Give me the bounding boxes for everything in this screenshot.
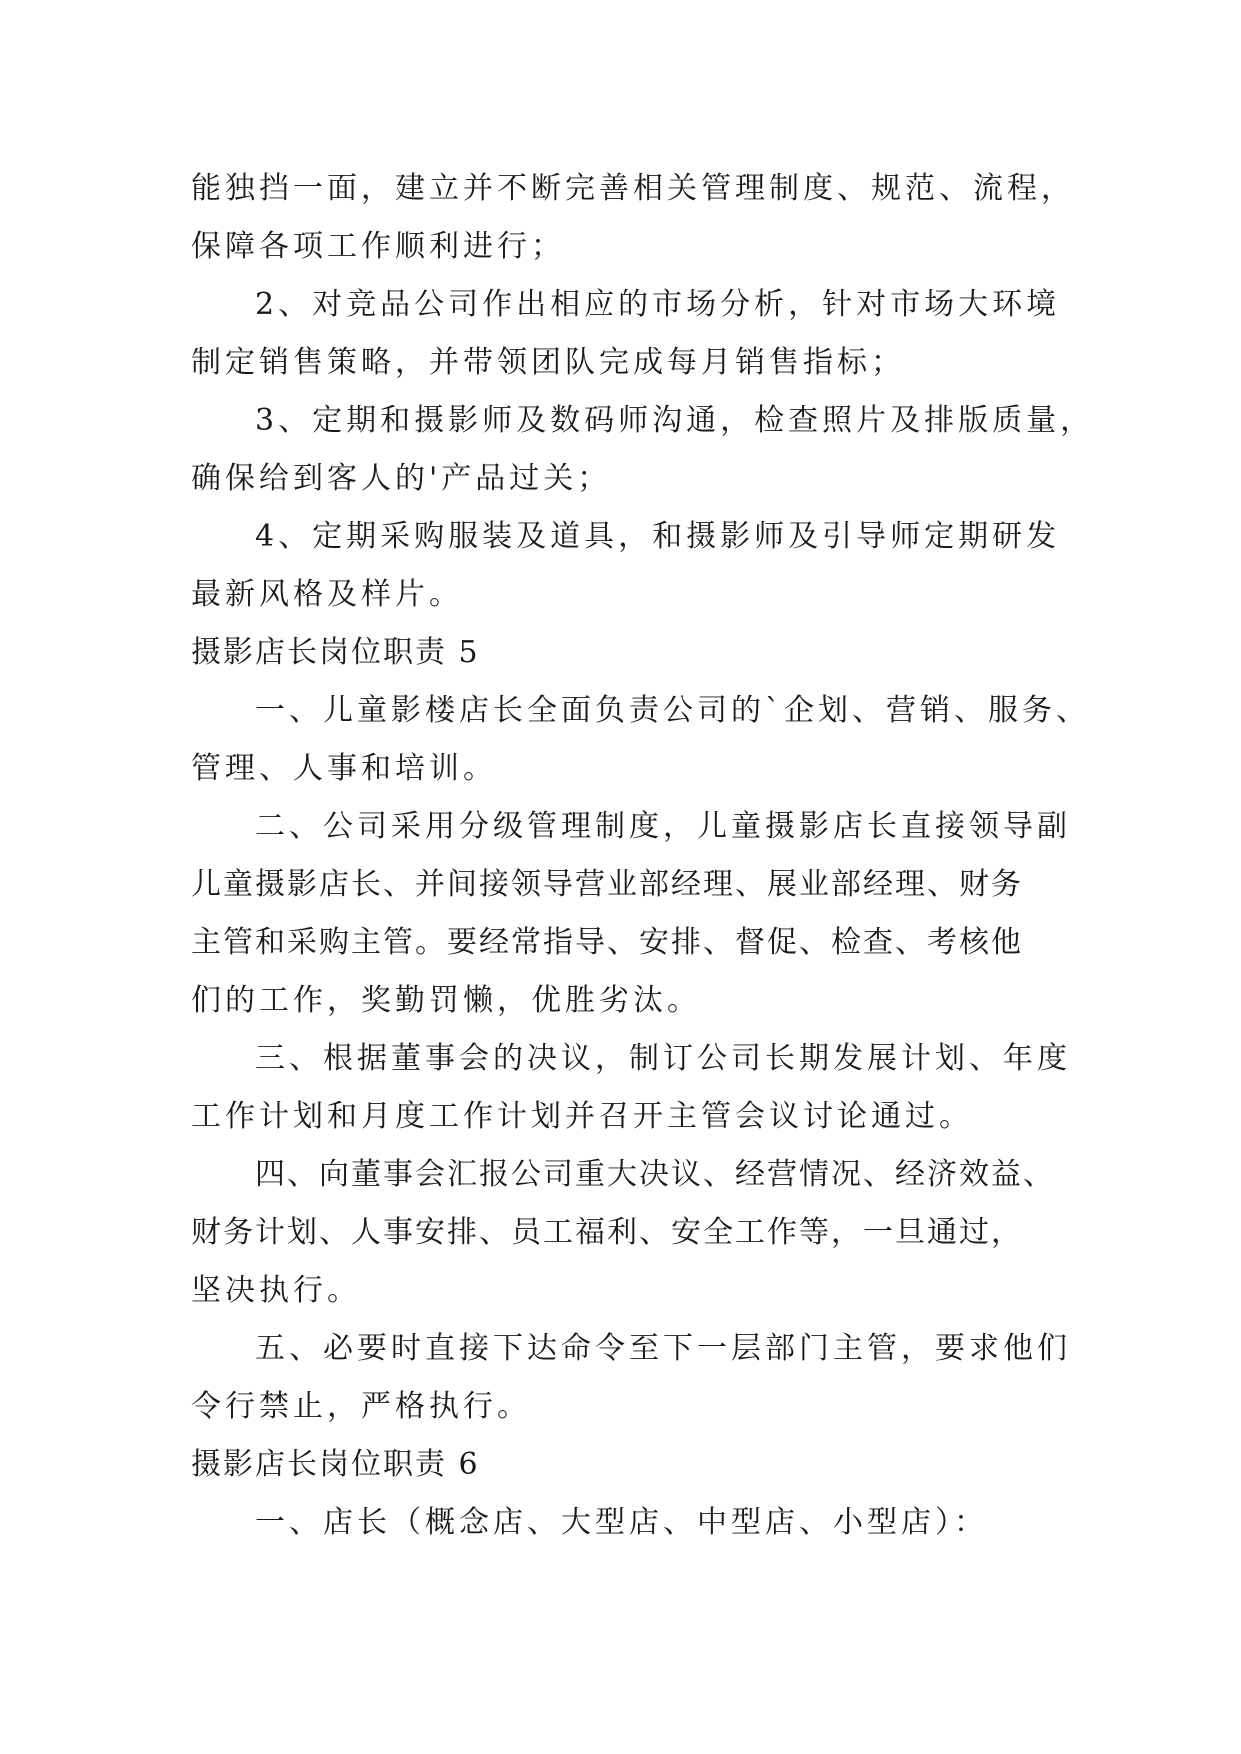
text-line: 保障各项工作顺利进行； [191,229,565,264]
text-line: 确保给到客人的'产品过关； [191,461,612,496]
text-line: 财务计划、人事安排、员工福利、安全工作等，一旦通过， [191,1215,1023,1250]
text-line: 一、店长（概念店、大型店、中型店、小型店）： [255,1505,988,1540]
text-line: 一、儿童影楼店长全面负责公司的`企划、营销、服务、 [255,693,1090,728]
text-line: 最新风格及样片。 [191,577,463,612]
text-line: 二、公司采用分级管理制度，儿童摄影店长直接领导副 [255,809,1071,844]
text-line: 管理、人事和培训。 [191,751,497,786]
text-line: 四、向董事会汇报公司重大决议、经营情况、经济效益、 [255,1157,1055,1192]
section-heading: 摄影店长岗位职责 5 [191,635,480,670]
text-line: 三、根据董事会的决议，制订公司长期发展计划、年度 [255,1041,1071,1076]
text-line: 2、对竞品公司作出相应的市场分析，针对市场大环境 [255,287,1061,322]
section-heading: 摄影店长岗位职责 6 [191,1447,480,1482]
text-line: 制定销售策略，并带领团队完成每月销售指标； [191,345,905,380]
text-line: 坚决执行。 [191,1273,361,1308]
text-line: 主管和采购主管。要经常指导、安排、督促、检查、考核他 [191,925,1023,960]
text-line: 儿童摄影店长、并间接领导营业部经理、展业部经理、财务 [191,867,1023,902]
text-line: 令行禁止，严格执行。 [191,1389,531,1424]
document-body [191,160,1095,1552]
text-line: 们的工作，奖勤罚懒，优胜劣汰。 [191,983,701,1018]
text-line: 五、必要时直接下达命令至下一层部门主管，要求他们 [255,1331,1071,1366]
text-line: 3、定期和摄影师及数码师沟通，检查照片及排版质量， [255,403,1095,438]
text-line: 工作计划和月度工作计划并召开主管会议讨论通过。 [191,1099,973,1134]
text-line: 4、定期采购服装及道具，和摄影师及引导师定期研发 [255,519,1061,554]
text-line: 能独挡一面，建立并不断完善相关管理制度、规范、流程， [191,171,1075,206]
